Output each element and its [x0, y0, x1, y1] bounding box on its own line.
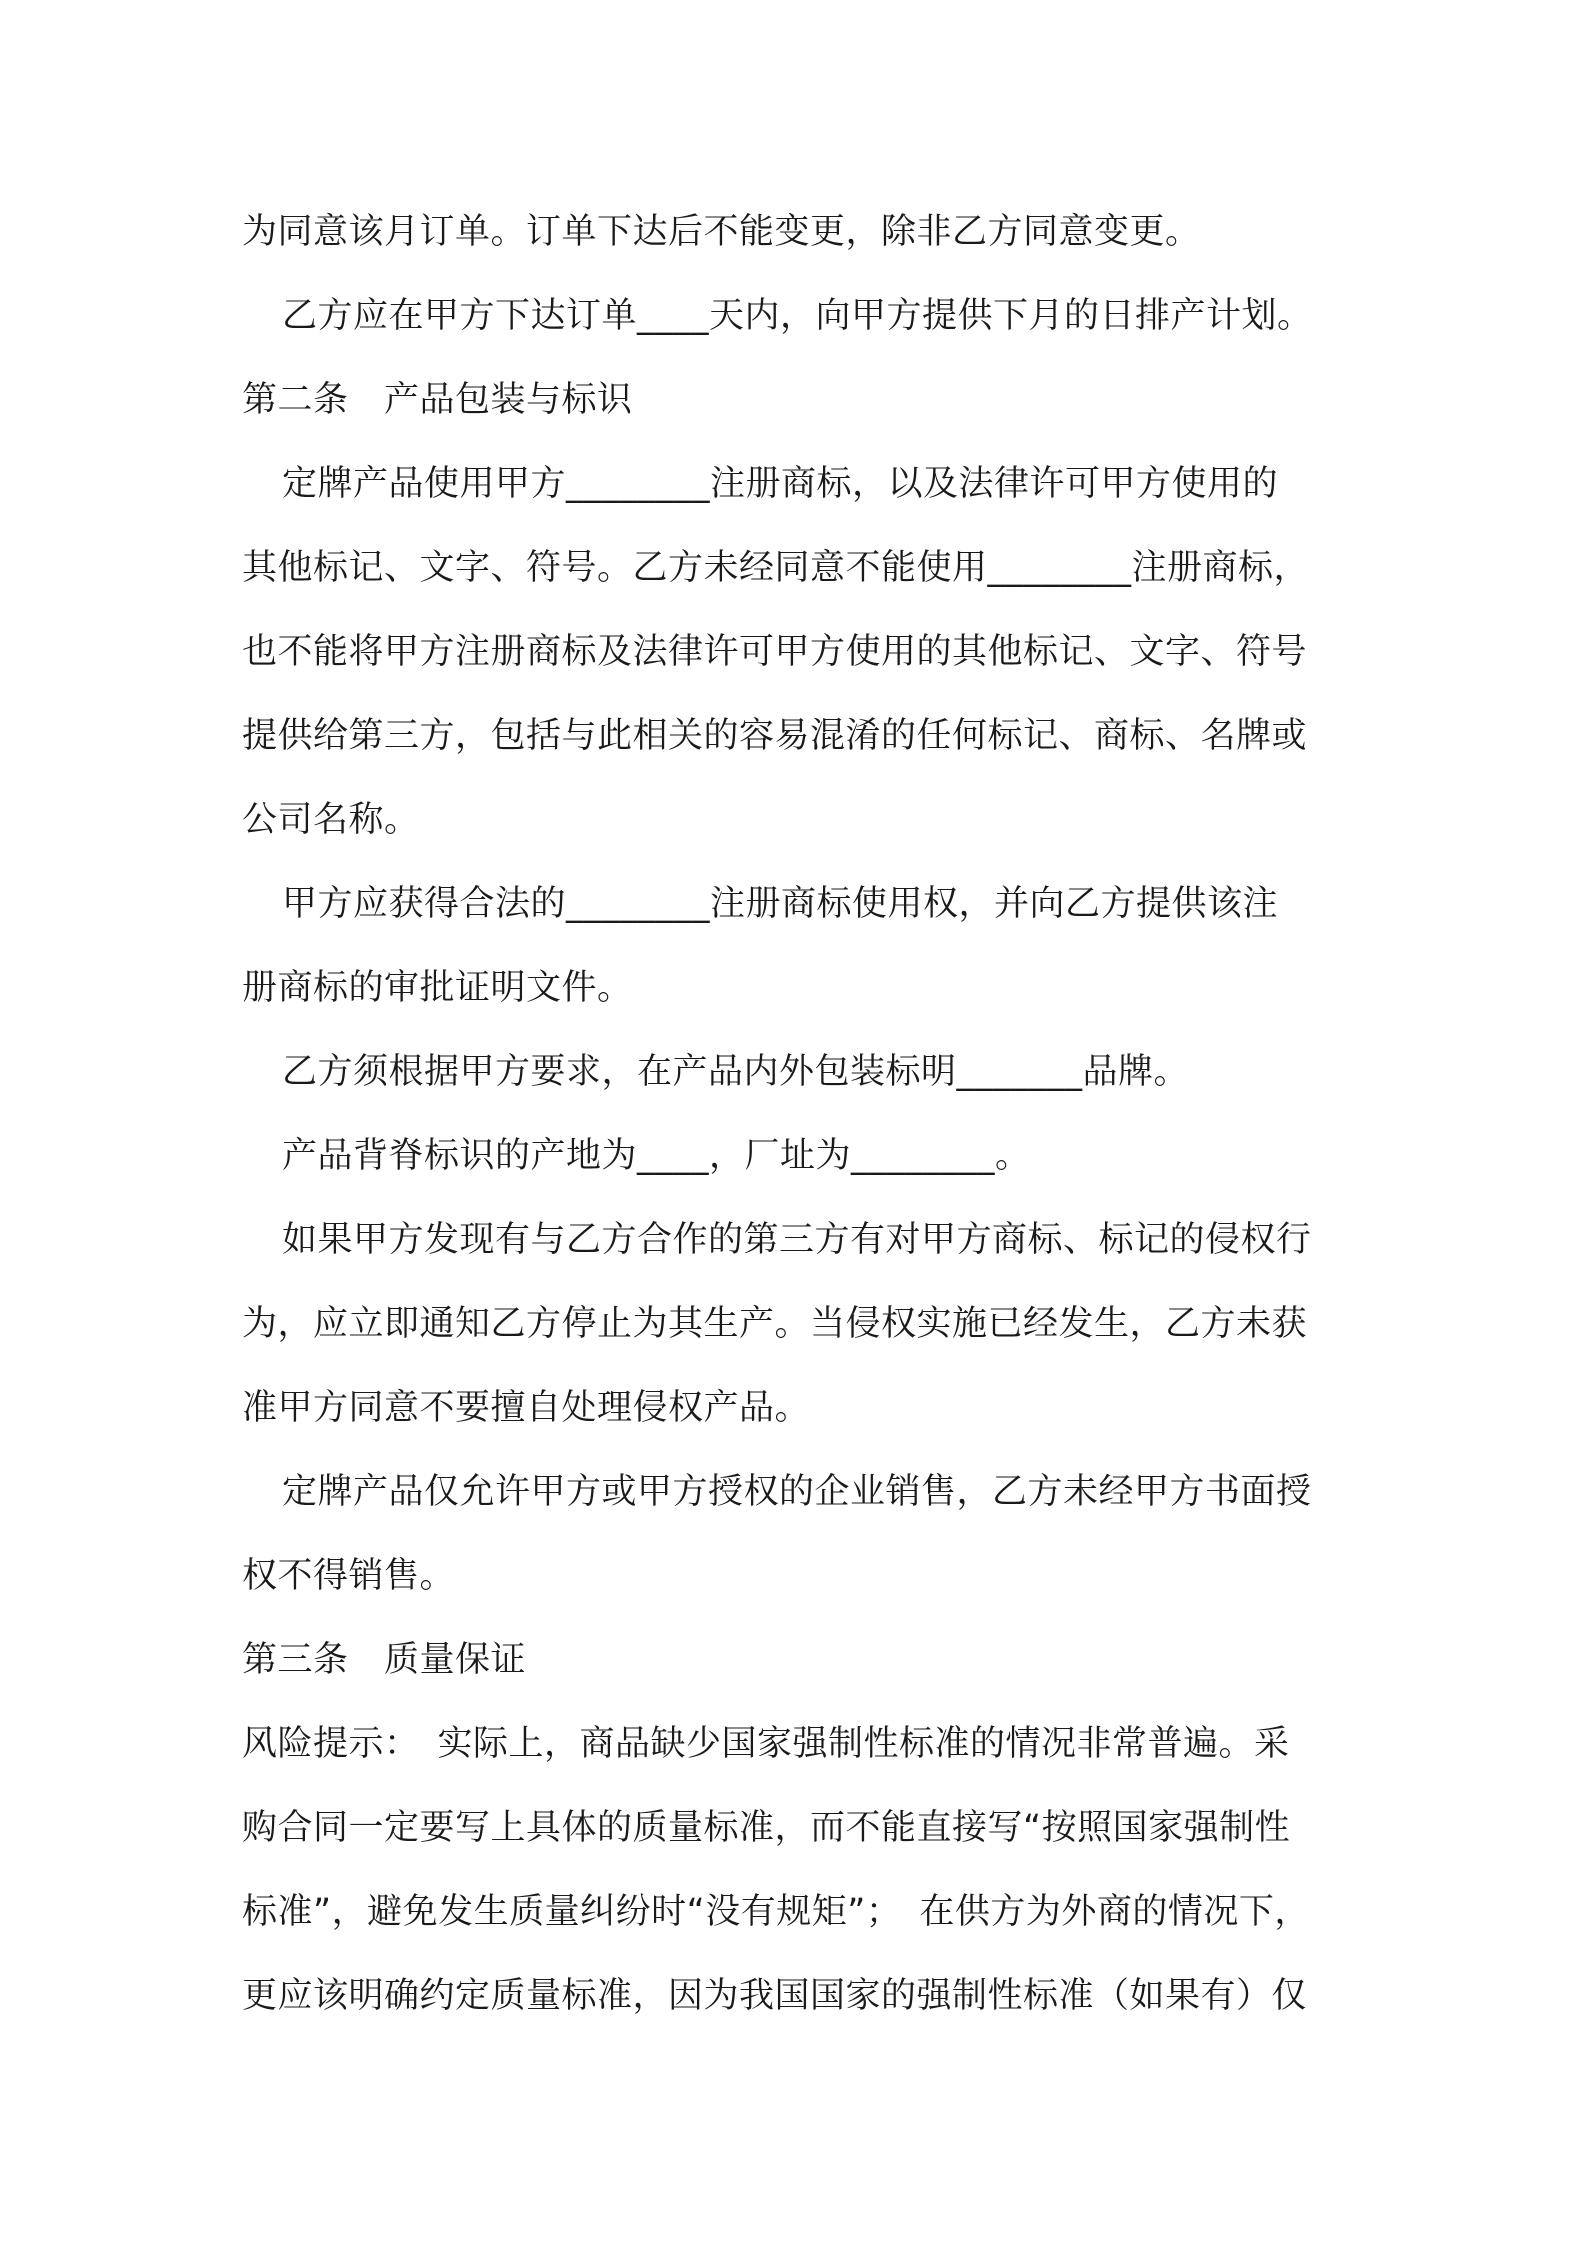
- body-line: 为，应立即通知乙方停止为其生产。当侵权实施已经发生，乙方未获: [242, 1304, 1308, 1344]
- section-heading: 第三条 质量保证: [242, 1640, 527, 1680]
- body-line: 也不能将甲方注册商标及法律许可甲方使用的其他标记、文字、符号: [242, 632, 1308, 672]
- body-line: 标准”，避免发生质量纠纷时“没有规矩”； 在供方为外商的情况下，: [242, 1892, 1310, 1932]
- body-line: 为同意该月订单。订单下达后不能变更，除非乙方同意变更。: [242, 212, 1201, 252]
- section-heading: 第二条 产品包装与标识: [242, 380, 633, 420]
- paragraph-line: 产品背脊标识的产地为____，厂址为________。: [282, 1136, 1031, 1176]
- paragraph-line: 乙方应在甲方下达订单____天内，向甲方提供下月的日排产计划。: [282, 296, 1313, 336]
- body-line: 提供给第三方，包括与此相关的容易混淆的任何标记、商标、名牌或: [242, 716, 1308, 756]
- body-line: 册商标的审批证明文件。: [242, 968, 633, 1008]
- paragraph-line: 如果甲方发现有与乙方合作的第三方有对甲方商标、标记的侵权行: [282, 1220, 1312, 1260]
- body-line: 权不得销售。: [242, 1556, 456, 1596]
- document-page: [242, 190, 1362, 2038]
- paragraph-line: 定牌产品仅允许甲方或甲方授权的企业销售，乙方未经甲方书面授: [282, 1472, 1312, 1512]
- paragraph-line: 甲方应获得合法的________注册商标使用权，并向乙方提供该注: [282, 884, 1279, 924]
- body-line: 更应该明确约定质量标准，因为我国国家的强制性标准（如果有）仅: [242, 1976, 1308, 2016]
- body-line: 购合同一定要写上具体的质量标准，而不能直接写“按照国家强制性: [242, 1808, 1291, 1848]
- body-line: 其他标记、文字、符号。乙方未经同意不能使用________注册商标，: [242, 548, 1310, 588]
- body-line: 准甲方同意不要擅自处理侵权产品。: [242, 1388, 811, 1428]
- body-line: 公司名称。: [242, 800, 420, 840]
- paragraph-line: 乙方须根据甲方要求，在产品内外包装标明_______品牌。: [282, 1052, 1190, 1092]
- paragraph-line: 定牌产品使用甲方________注册商标，以及法律许可甲方使用的: [282, 464, 1279, 504]
- body-line: 风险提示： 实际上，商品缺少国家强制性标准的情况非常普遍。采: [242, 1724, 1290, 1764]
